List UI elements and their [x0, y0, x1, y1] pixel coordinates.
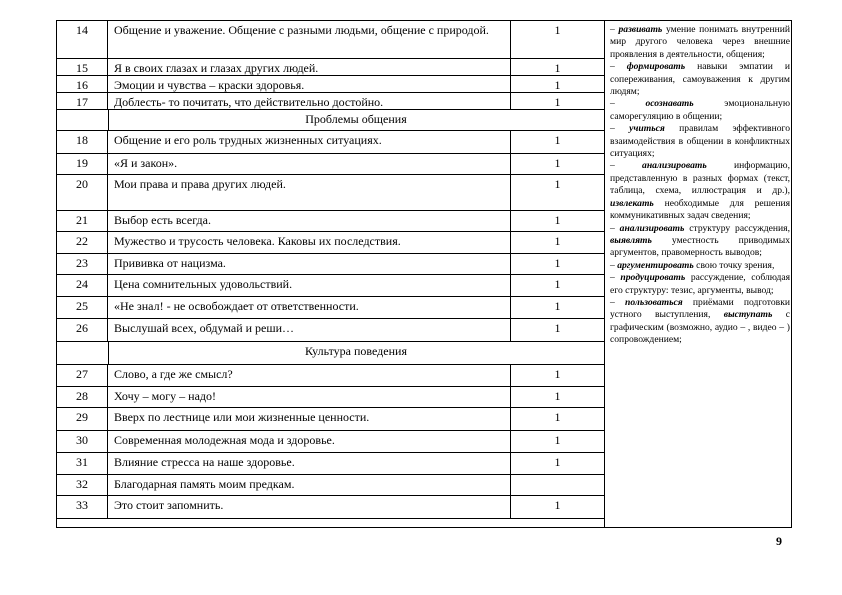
lesson-hours: 1 — [554, 78, 561, 92]
activity-verb: пользоваться — [625, 296, 683, 308]
lesson-hours: 1 — [554, 156, 561, 170]
activity-text: структуру рассуждения, — [684, 222, 790, 234]
table-row — [57, 59, 604, 76]
lesson-topic: Общение и его роль трудных жизненных ситуациях. — [108, 131, 511, 153]
lesson-hours: 1 — [554, 256, 561, 270]
table-row — [57, 21, 604, 59]
lesson-topic: Прививка от нацизма. — [108, 254, 511, 274]
activity-text: уместность приводимых аргументов, правомерность выводов; — [610, 234, 790, 259]
lesson-number: 27 — [57, 365, 108, 386]
activity-item: – анализировать информацию, представленную в разных формах (текст, таблица, схема, иллюстрация и др.), извлекать необходимые для решения коммуникативных задач сведения; — [610, 160, 790, 222]
lesson-hours: 1 — [554, 433, 561, 447]
activity-item: – аргументировать свою точку зрения, — [610, 259, 775, 271]
table-row — [57, 232, 604, 254]
lesson-number: 32 — [57, 475, 108, 495]
activity-item: – развивать умение понимать внутренний мир другого человека через внешние проявления в деятельности, общения; — [610, 24, 790, 60]
lesson-number: 28 — [57, 387, 108, 407]
lesson-number: 23 — [57, 254, 108, 274]
activities-text — [605, 21, 794, 347]
lesson-topic: Доблесть- то почитать, что действительно достойно. — [108, 93, 511, 109]
lesson-hours: 1 — [554, 177, 561, 191]
table-row — [57, 275, 604, 297]
activity-verb: выявлять — [610, 234, 652, 246]
activity-text: с графическим (возможно, аудио – , видео – ) сопровождением; — [610, 309, 790, 346]
lesson-number: 33 — [57, 496, 108, 518]
lesson-topic: Вверх по лестнице или мои жизненные ценности. — [108, 408, 511, 430]
section-header-row — [57, 110, 604, 131]
lesson-topic: Слово, а где же смысл? — [108, 365, 511, 386]
activity-verb: формировать — [626, 61, 686, 73]
activity-verb: анализировать — [642, 160, 707, 172]
lesson-topic: Влияние стресса на наше здоровье. — [108, 453, 511, 474]
table-row — [57, 297, 604, 319]
section-header-row — [57, 342, 604, 365]
lesson-hours: 1 — [554, 498, 561, 512]
activity-verb: развивать — [618, 24, 663, 35]
lesson-topic: Хочу – могу – надо! — [108, 387, 511, 407]
activity-text: свою точку зрения, — [693, 259, 775, 271]
lesson-hours: 1 — [554, 321, 561, 335]
activity-text: эмоциональную саморегуляцию в общении; — [610, 98, 790, 122]
table-row — [57, 431, 604, 453]
activity-text: рассуждение, соблюдая его структуру: тезис, аргументы, вывод; — [610, 272, 790, 296]
table-row — [57, 76, 604, 93]
lesson-number: 25 — [57, 297, 108, 318]
table-row — [57, 496, 604, 519]
lesson-number: 31 — [57, 453, 108, 474]
lesson-hours: 1 — [554, 213, 561, 227]
lesson-topic: Это стоит запомнить. — [108, 496, 511, 518]
lesson-hours: 1 — [554, 23, 561, 37]
section-title: Проблемы общения — [305, 112, 407, 126]
table-row — [57, 387, 604, 408]
activity-text: умение понимать внутренний мир другого человека через внешние проявления в деятельности, общения; — [610, 24, 790, 60]
activity-item: – формировать навыки эмпатии и сопереживания, самоуважения к другим людям; — [610, 61, 791, 98]
lesson-number: 22 — [57, 232, 108, 253]
activity-verb: учиться — [629, 123, 665, 135]
section-title: Культура поведения — [305, 344, 407, 358]
lesson-number: 18 — [57, 131, 108, 153]
lesson-topic: Эмоции и чувства – краски здоровья. — [108, 76, 511, 92]
lesson-hours: 1 — [554, 455, 561, 469]
lesson-number: 26 — [57, 319, 108, 341]
table-row — [57, 453, 604, 475]
lesson-topic: Мужество и трусость человека. Каковы их последствия. — [108, 232, 511, 253]
activity-text: приёмами подготовки устного выступления, — [610, 296, 790, 321]
activity-item: – учиться правилам эффективного взаимодействия в общении в конфликтных ситуациях; — [610, 123, 790, 160]
lesson-hours: 1 — [554, 133, 561, 147]
lesson-hours: 1 — [554, 234, 561, 248]
lesson-topic: Выслушай всех, обдумай и реши… — [108, 319, 511, 341]
activity-text: правилам эффективного взаимодействия в общении в конфликтных ситуациях; — [610, 123, 790, 160]
activity-verb: выступать — [723, 309, 773, 321]
section-num-cell — [57, 110, 109, 130]
lesson-number: 19 — [57, 154, 108, 174]
table-row — [57, 211, 604, 232]
table-row — [57, 475, 604, 496]
table-row — [57, 254, 604, 275]
lesson-topic: «Не знал! - не освобождает от ответственности. — [108, 297, 511, 318]
activity-text: необходимые для решения коммуникативных задач сведения; — [610, 197, 790, 222]
lesson-topic: Мои права и права других людей. — [108, 175, 511, 210]
page-number: 9 — [776, 534, 782, 548]
lesson-number: 24 — [57, 275, 108, 296]
table-row — [57, 365, 604, 387]
lesson-number: 16 — [57, 76, 108, 92]
lesson-plan-table — [56, 20, 792, 528]
lesson-hours: 1 — [554, 410, 561, 424]
lesson-topic: Я в своих глазах и глазах других людей. — [108, 59, 511, 75]
lesson-hours: 1 — [554, 389, 561, 403]
lesson-number: 17 — [57, 93, 108, 109]
lesson-number: 21 — [57, 211, 108, 231]
section-num-cell — [57, 342, 109, 364]
activities-cell — [604, 21, 794, 527]
table-row — [57, 319, 604, 342]
activity-verb: анализировать — [619, 222, 685, 234]
table-row — [57, 175, 604, 211]
lesson-topic: «Я и закон». — [108, 154, 511, 174]
lesson-number: 20 — [57, 175, 108, 210]
lesson-number: 14 — [57, 21, 108, 58]
lesson-hours: 1 — [554, 299, 561, 313]
lesson-topic: Цена сомнительных удовольствий. — [108, 275, 511, 296]
lesson-hours: 1 — [554, 277, 561, 291]
table-row — [57, 154, 604, 175]
activity-item: – анализировать структуру рассуждения, выявлять уместность приводимых аргументов, правомерность выводов; — [610, 222, 790, 259]
activity-verb: продуцировать — [620, 272, 686, 284]
lesson-number: 29 — [57, 408, 108, 430]
activity-text: информацию, представленную в разных формах (текст, таблица, схема, иллюстрация и др.), — [610, 160, 790, 197]
lesson-hours: 1 — [554, 61, 561, 75]
activity-item: – осознавать эмоциональную саморегуляцию в общении; — [610, 98, 790, 122]
activity-verb: извлекать — [610, 197, 654, 209]
lesson-hours — [511, 475, 604, 495]
table-row — [57, 408, 604, 431]
activity-verb: осознавать — [645, 98, 694, 110]
lesson-topic: Общение и уважение. Общение с разными людьми, общение с природой. — [108, 21, 511, 58]
lesson-topic: Благодарная память моим предкам. — [108, 475, 511, 495]
activity-text: навыки эмпатии и сопереживания, самоуважения к другим людям; — [610, 61, 791, 98]
table-row — [57, 93, 604, 110]
activity-item: – пользоваться приёмами подготовки устного выступления, выступать с графическим (возможно, аудио – , видео – ) сопровождением; — [610, 296, 790, 346]
lesson-number: 15 — [57, 59, 108, 75]
lesson-hours: 1 — [554, 95, 561, 109]
lesson-hours: 1 — [554, 367, 561, 381]
activity-item: – продуцировать рассуждение, соблюдая его структуру: тезис, аргументы, вывод; — [610, 272, 790, 296]
lesson-topic: Выбор есть всегда. — [108, 211, 511, 231]
table-row — [57, 131, 604, 154]
lesson-topic: Современная молодежная мода и здоровье. — [108, 431, 511, 452]
activity-verb: аргументировать — [617, 259, 694, 271]
lesson-number: 30 — [57, 431, 108, 452]
